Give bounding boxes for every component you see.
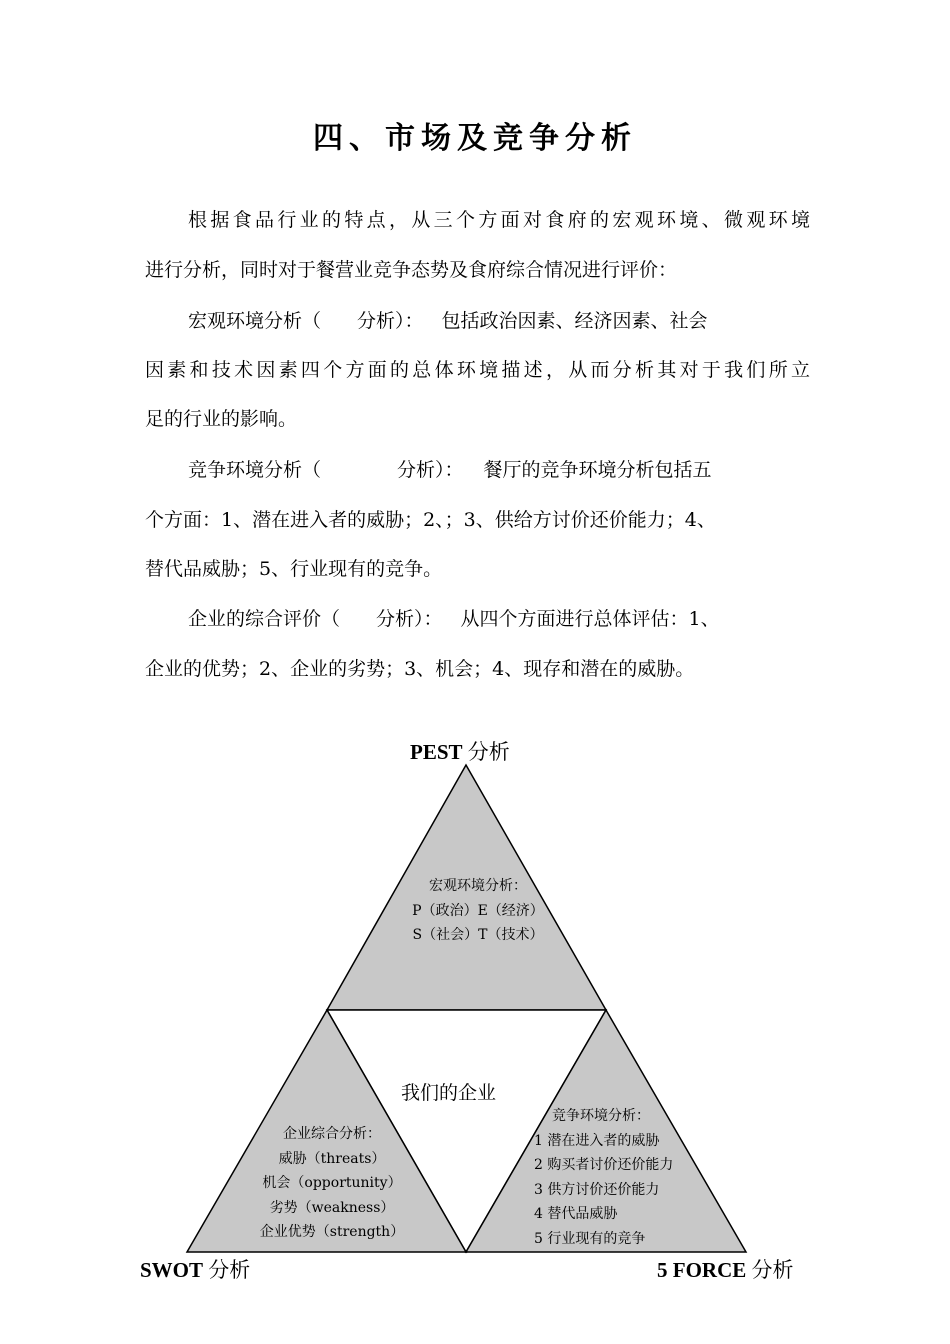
competition-label-end: 分析）： (397, 459, 464, 481)
swot-text-line: 劣势（weakness） (269, 1199, 395, 1216)
pest-text-line: S（社会）T（技术） (412, 927, 544, 943)
competition-line-3: 替代品威胁；5、行业现有的竞争。 (145, 558, 443, 580)
competition-line-1 (188, 458, 810, 482)
swot-text-line: 企业综合分析： (283, 1126, 381, 1142)
triangle-diagram (0, 720, 950, 1280)
force-text-line: 5 行业现有的竞争 (534, 1230, 646, 1247)
intro-line-1: 根据食品行业的特点，从三个方面对食府的宏观环境、微观环境 (188, 209, 810, 231)
pest-text (398, 874, 558, 948)
swot-label: SWOT 分析 (140, 1258, 251, 1282)
overall-line-1-text: 从四个方面进行总体评估：1、 (460, 608, 720, 630)
force-text-line: 3 供方讨价还价能力 (534, 1181, 660, 1198)
force-text-line: 竞争环境分析： (552, 1108, 650, 1124)
overall-line-2: 企业的优势；2、企业的劣势；3、机会；4、现存和潜在的威胁。 (145, 658, 695, 680)
overall-label: 企业的综合评价（ (188, 608, 341, 630)
pest-text-line: 宏观环境分析： (429, 878, 527, 894)
swot-text-line: 威胁（threats） (278, 1150, 386, 1167)
macro-line-1 (188, 309, 810, 333)
center-label: 我们的企业 (401, 1082, 497, 1104)
swot-text (248, 1122, 416, 1245)
macro-line-2: 因素和技术因素四个方面的总体环境描述，从而分析其对于我们所立 (145, 359, 810, 381)
macro-line-3: 足的行业的影响。 (145, 408, 298, 430)
macro-line-1-text: 包括政治因素、经济因素、社会 (441, 310, 708, 332)
page-title: 四、市场及竞争分析 (313, 121, 637, 156)
competition-line-2: 个方面：1、潜在进入者的威胁；2、；3、供给方讨价还价能力；4、 (145, 509, 716, 531)
competition-line-1-text: 餐厅的竞争环境分析包括五 (483, 459, 712, 481)
overall-label-end: 分析）： (376, 608, 443, 630)
pest-text-line: P（政治）E（经济） (412, 902, 544, 919)
competition-label: 竞争环境分析（ (188, 459, 322, 481)
force-text (534, 1104, 673, 1251)
macro-label: 宏观环境分析（ (188, 310, 322, 332)
force-text-line: 2 购买者讨价还价能力 (534, 1157, 674, 1173)
pest-label: PEST 分析 (410, 740, 510, 764)
macro-label-end: 分析）： (357, 310, 424, 332)
force-text-line: 4 替代品威胁 (534, 1206, 618, 1222)
swot-text-line: 机会（opportunity） (262, 1175, 402, 1191)
force-label: 5 FORCE 分析 (657, 1258, 794, 1282)
overall-line-1 (188, 607, 810, 631)
force-text-line: 1 潜在进入者的威胁 (534, 1132, 660, 1149)
swot-text-line: 企业优势（strength） (259, 1224, 405, 1240)
intro-line-2: 进行分析，同时对于餐营业竞争态势及食府综合情况进行评价： (145, 259, 678, 281)
